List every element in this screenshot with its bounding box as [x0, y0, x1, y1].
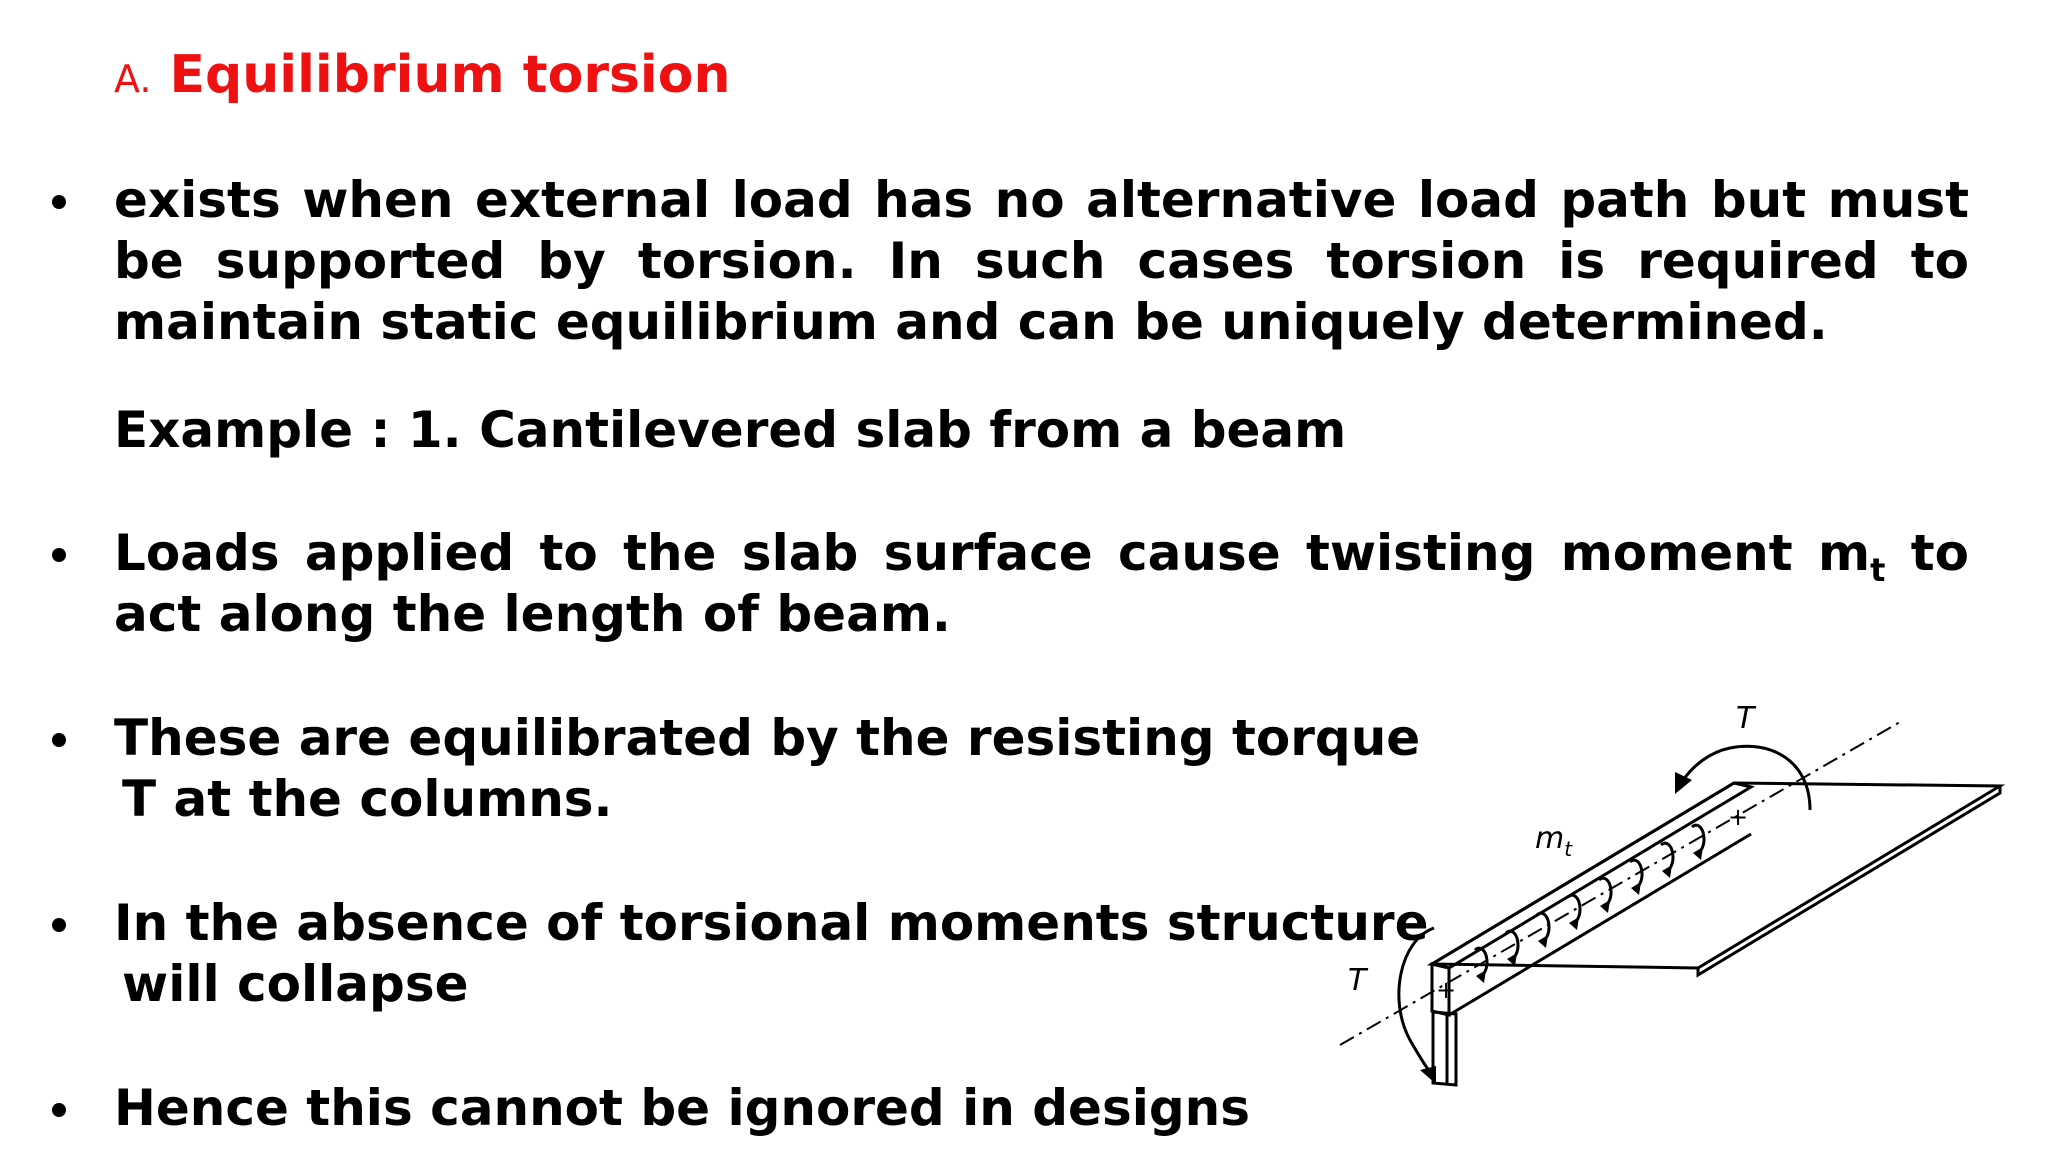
example-line: Example : 1. Cantilevered slab from a beam — [114, 401, 1347, 459]
twisting-moment-subscript: t — [1870, 551, 1886, 589]
bullet-dot — [52, 548, 66, 562]
plus-sign-far: + — [1728, 803, 1749, 831]
beam-top-face — [1432, 783, 1751, 968]
beam-bottom-edge — [1449, 834, 1751, 1015]
bullet-dot — [52, 195, 66, 209]
bullet-text-collapse — [114, 893, 1429, 1015]
bullet-text-cannot-ignore: Hence this cannot be ignored in designs — [114, 1079, 1250, 1137]
torque-arrowhead-far — [1675, 772, 1692, 794]
bullet-text-resisting-torque-line1: These are equilibrated by the resisting torque — [114, 709, 1421, 767]
bullet-text-resisting-torque — [114, 708, 1421, 830]
torque-arrowhead-near — [1420, 1066, 1436, 1084]
bullet-text-collapse-line1: In the absence of torsional moments structure — [114, 894, 1429, 952]
bullet-dot — [52, 733, 66, 747]
torque-label-far: T — [1736, 701, 1755, 736]
section-heading-title: Equilibrium torsion — [169, 45, 731, 105]
section-heading — [114, 40, 731, 114]
bullet-dot — [52, 1103, 66, 1117]
bullet-text-slab-loads-part1: Loads applied to the slab surface cause twisting moment m — [114, 524, 1871, 582]
twisting-arrowheads — [1476, 847, 1703, 983]
torque-arrow-far — [1682, 746, 1810, 810]
bullet-text-equilibrium-definition: exists when external load has no alternative load path but must be supported by torsion. In such cases torsion is required to maintain static equilibrium and can be uniquely determined. — [114, 171, 1969, 351]
torque-arrow-near — [1399, 928, 1434, 1072]
cantilever-slab-torsion-figure — [1330, 700, 2020, 1100]
bullet-text-slab-loads — [114, 523, 1969, 645]
torsion-axis — [1340, 722, 1900, 1045]
bullet-text-slab-loads-part2: to act along the length of beam. — [114, 524, 1969, 643]
torque-label-near: T — [1348, 963, 1367, 998]
plus-sign-near: + — [1436, 976, 1457, 1004]
section-heading-prefix: A. — [114, 57, 152, 101]
column — [1433, 1012, 1456, 1085]
twisting-moment-label: $m_t$ — [1535, 821, 1573, 861]
bullet-text-collapse-line2: will collapse — [122, 955, 469, 1013]
bullet-dot — [52, 918, 66, 932]
bullet-text-resisting-torque-line2: T at the columns. — [122, 770, 613, 828]
